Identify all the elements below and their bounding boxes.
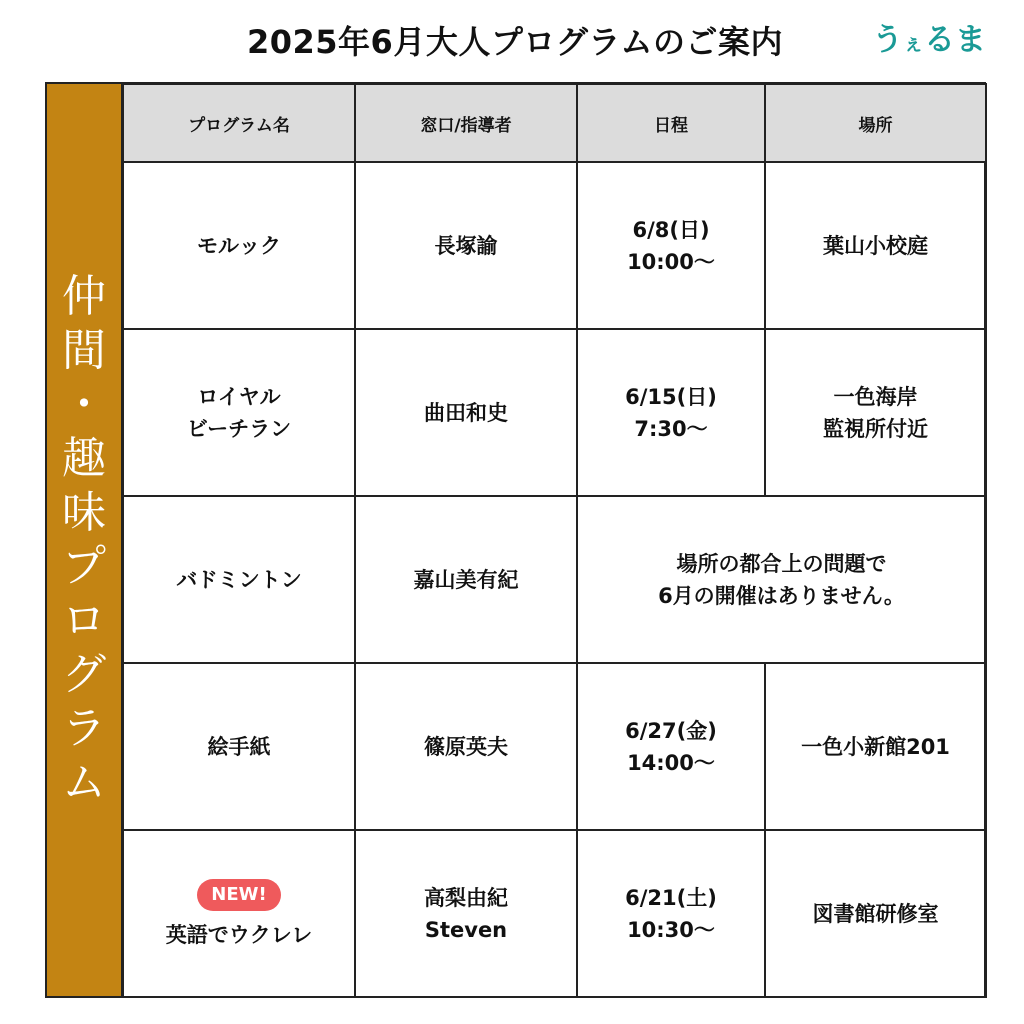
table-row — [123, 162, 986, 329]
contact-cell — [355, 830, 577, 997]
place-cell — [765, 329, 986, 496]
schedule-cell — [577, 162, 765, 329]
contact-cell — [355, 329, 577, 496]
program-name: ロイヤル — [197, 384, 281, 409]
side-label-char: 間 — [62, 325, 106, 376]
side-label-char: 趣 — [62, 433, 106, 484]
contact-name: 篠原英夫 — [424, 734, 508, 759]
table-row — [123, 329, 986, 496]
side-label-char: グ — [62, 649, 106, 700]
program-name-cell — [123, 496, 355, 663]
notice-line: 場所の都合上の問題で — [676, 551, 887, 576]
category-side-label — [47, 84, 123, 996]
schedule-date: 6/21(土) — [625, 885, 717, 910]
side-label-char: プ — [62, 541, 106, 592]
program-name-cell — [123, 329, 355, 496]
schedule-date: 6/27(金) — [625, 718, 717, 743]
program-name: モルック — [197, 233, 281, 258]
contact-cell — [355, 663, 577, 830]
schedule-cell — [577, 830, 765, 997]
notice-line: 6月の開催はありません。 — [658, 583, 905, 608]
contact-name: 嘉山美有紀 — [413, 567, 519, 592]
program-name-cell — [123, 830, 355, 997]
schedule-time: 14:00〜 — [627, 750, 715, 775]
schedule-cell — [577, 329, 765, 496]
place-name: 一色海岸 — [833, 384, 918, 409]
place-cell — [765, 162, 986, 329]
contact-cell — [355, 162, 577, 329]
schedule-time: 10:00〜 — [627, 249, 715, 274]
column-header-place: 場所 — [765, 84, 986, 162]
side-label-char: ラ — [62, 703, 106, 754]
side-label-char: 仲 — [62, 271, 106, 322]
column-header-contact: 窓口/指導者 — [355, 84, 577, 162]
brand-logo: うぇるま — [872, 22, 986, 58]
program-name-cell — [123, 162, 355, 329]
program-name: バドミントン — [176, 567, 302, 592]
program-name-cell — [123, 663, 355, 830]
side-label-char: ロ — [62, 595, 106, 646]
contact-name: 高梨由紀 — [424, 885, 508, 910]
place-cell — [765, 830, 986, 997]
cancellation-notice-cell — [577, 496, 986, 663]
table-row — [123, 663, 986, 830]
program-name-line-2: ビーチラン — [186, 416, 292, 441]
place-name: 葉山小校庭 — [823, 233, 928, 258]
side-label-char: ・ — [62, 379, 106, 430]
schedule-time: 7:30〜 — [634, 416, 708, 441]
new-badge: NEW! — [197, 879, 280, 911]
table-header-row — [123, 84, 986, 162]
table-row — [123, 496, 986, 663]
side-label-char: 味 — [62, 487, 106, 538]
page-title: 2025年6月大人プログラムのご案内 — [246, 23, 783, 61]
schedule-date: 6/8(日) — [632, 217, 710, 242]
contact-name: 曲田和史 — [424, 400, 508, 425]
table-row — [123, 830, 986, 997]
place-name: 図書館研修室 — [812, 901, 939, 926]
column-header-program: プログラム名 — [123, 84, 355, 162]
side-label-char: ム — [62, 757, 106, 808]
contact-cell — [355, 496, 577, 663]
contact-name-line-2: Steven — [424, 917, 508, 942]
schedule-date: 6/15(日) — [625, 384, 717, 409]
place-name: 一色小新館201 — [801, 734, 950, 759]
contact-name: 長塚諭 — [434, 233, 498, 258]
schedule-time: 10:30〜 — [627, 917, 715, 942]
program-name: 絵手紙 — [207, 734, 271, 759]
program-name: 英語でウクレレ — [165, 922, 313, 947]
schedule-cell — [577, 663, 765, 830]
place-name-line-2: 監視所付近 — [823, 416, 928, 441]
place-cell — [765, 663, 986, 830]
program-schedule-table — [122, 83, 987, 998]
column-header-schedule: 日程 — [577, 84, 765, 162]
